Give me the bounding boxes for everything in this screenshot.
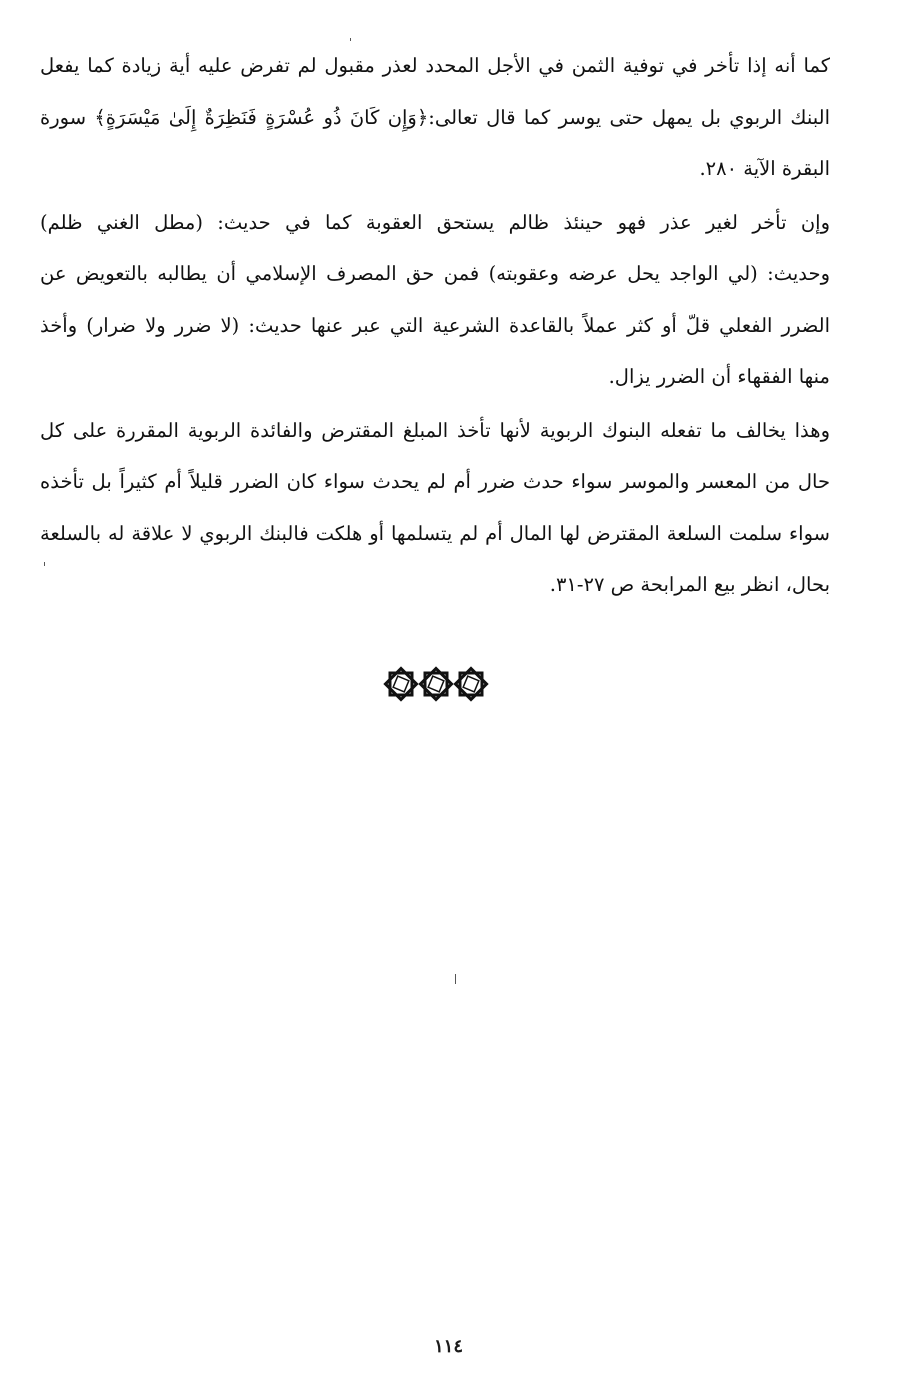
body-text bbox=[40, 40, 830, 613]
paragraph-line: وحديث: (لي الواجد يحل عرضه وعقوبته) فمن حق المصرف الإسلامي أن يطالبه بالتعويض عن bbox=[40, 262, 830, 285]
scan-speck bbox=[455, 974, 456, 984]
eight-point-star-ornament-icon bbox=[455, 668, 486, 699]
paragraph-line: الضرر الفعلي قلّ أو كثر عملاً بالقاعدة الشرعية التي عبر عنها حديث: (لا ضرر ولا ضرار) وأخذ bbox=[40, 313, 830, 337]
paragraph-line: البنك الربوي بل يمهل حتى يوسر كما قال تعالى:﴿وَإِن كَانَ ذُو عُسْرَةٍ فَنَظِرَةٌ إِلَىٰ مَيْسَرَةٍ﴾ سورة bbox=[40, 105, 830, 129]
ornament-divider bbox=[383, 664, 489, 704]
paragraph-line: البقرة الآية ٢٨٠. bbox=[699, 157, 830, 180]
paragraph-3 bbox=[40, 405, 830, 611]
page-number: ١١٤ bbox=[433, 1336, 463, 1357]
eight-point-star-ornament-icon bbox=[420, 668, 451, 699]
paragraph-2 bbox=[40, 197, 830, 403]
paragraph-line: سواء سلمت السلعة المقترض لها المال أم لم يتسلمها أو هلكت فالبنك الربوي لا علاقة له بالسلعة bbox=[40, 521, 830, 545]
paragraph-line: منها الفقهاء أن الضرر يزال. bbox=[608, 365, 830, 388]
paragraph-line: وإن تأخر لغير عذر فهو حينئذ ظالم يستحق العقوبة كما في حديث: (مطل الغني ظلم) bbox=[40, 210, 830, 234]
scan-speck bbox=[350, 38, 351, 41]
scan-speck bbox=[44, 562, 45, 566]
paragraph-line: بحال، انظر بيع المرابحة ص ٢٧-٣١. bbox=[549, 573, 830, 596]
eight-point-star-ornament-icon bbox=[385, 668, 416, 699]
paragraph-1 bbox=[40, 40, 830, 195]
paragraph-line: وهذا يخالف ما تفعله البنوك الربوية لأنها تأخذ المبلغ المقترض والفائدة الربوية المقررة على كل bbox=[40, 418, 830, 442]
paragraph-line: حال من المعسر والموسر سواء حدث ضرر أم لم يحدث سواء كان الضرر قليلاً أم كثيراً بل تأخذه bbox=[40, 470, 830, 493]
paragraph-line: كما أنه إذا تأخر في توفية الثمن في الأجل المحدد لعذر مقبول لم تفرض عليه أية زيادة كما يفعل bbox=[40, 54, 830, 77]
